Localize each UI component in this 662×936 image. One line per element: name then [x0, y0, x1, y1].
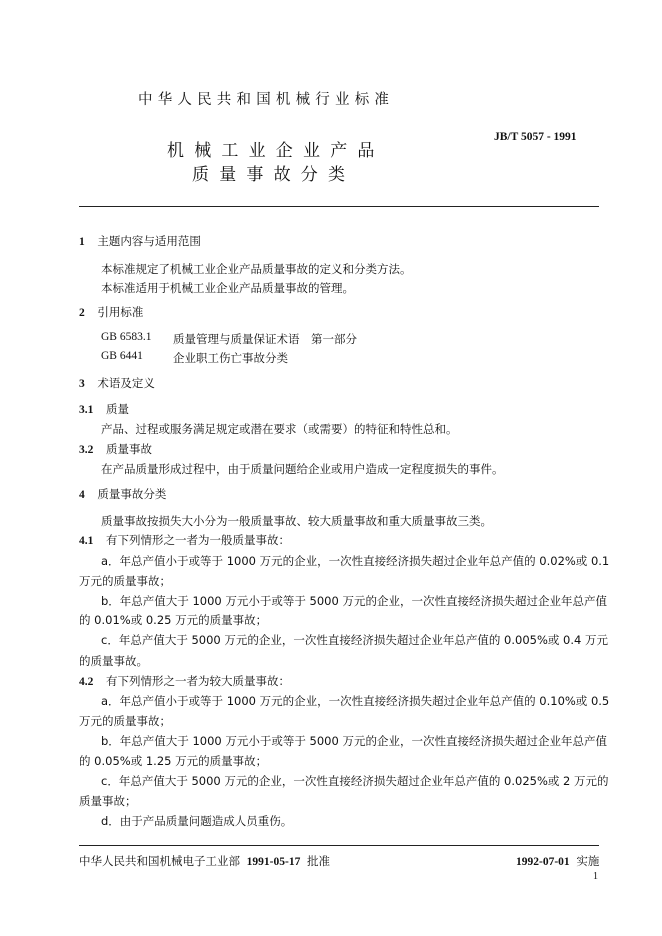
- list-item-continuation: 万元的质量事故；: [79, 714, 171, 728]
- list-item: c．年总产值大于 5000 万元的企业，一次性直接经济损失超过企业年总产值的 0.025%或 2 万元的: [101, 774, 609, 788]
- term-definition: 产品、过程或服务满足规定或潜在要求（或需要）的特征和特性总和。: [101, 422, 458, 436]
- list-item: b．年总产值大于 1000 万元小于或等于 5000 万元的企业，一次性直接经济损失超过企业年总产值: [101, 734, 607, 748]
- term-3-1-heading: [79, 401, 129, 417]
- reference-code: GB 6441: [101, 350, 143, 362]
- reference-name: 质量管理与质量保证术语 第一部分: [173, 332, 357, 346]
- term-definition: 在产品质量形成过程中，由于质量问题给企业或用户造成一定程度损失的事件。: [101, 462, 504, 476]
- section-number: 4: [79, 489, 85, 501]
- section-number: 3: [79, 378, 85, 390]
- section-title: 引用标准: [97, 305, 144, 319]
- section-title: 术语及定义: [97, 376, 155, 390]
- clause-4-1-heading: [79, 532, 290, 548]
- list-item: c．年总产值大于 5000 万元的企业，一次性直接经济损失超过企业年总产值的 0.005%或 0.4 万元: [101, 633, 609, 647]
- document-title-line-2: 质量事故分类: [192, 165, 356, 185]
- clause-title: 有下列情形之一者为一般质量事故：: [106, 533, 291, 547]
- section-3-heading: [79, 375, 155, 391]
- section-2-heading: [79, 304, 143, 320]
- clause-4-2-heading: [79, 673, 290, 689]
- approval-date: 1991-05-17: [246, 856, 301, 868]
- list-item-continuation: 的 0.05%或 1.25 万元的质量事故；: [79, 754, 268, 768]
- section-number: 1: [79, 236, 85, 248]
- implementation-line: [516, 853, 599, 869]
- paragraph: 本标准适用于机械工业企业产品质量事故的管理。: [101, 281, 354, 295]
- section-1-heading: [79, 233, 201, 249]
- footer-divider: [79, 845, 599, 846]
- document-title-line-1: 机械工业企业产品: [167, 141, 385, 161]
- list-item: a．年总产值小于或等于 1000 万元的企业，一次性直接经济损失超过企业年总产值的 0.10%或 0.5: [101, 694, 610, 708]
- list-item: d．由于产品质量问题造成人员重伤。: [101, 814, 293, 828]
- ministry-name: 中华人民共和国机械电子工业部: [79, 854, 240, 868]
- section-number: 2: [79, 307, 85, 319]
- term-number: 3.2: [79, 444, 94, 456]
- header-divider: [79, 206, 599, 207]
- term-3-2-heading: [79, 441, 152, 457]
- implementation-date: 1992-07-01: [516, 856, 570, 868]
- reference-code: GB 6583.1: [101, 331, 152, 343]
- list-item-continuation: 万元的质量事故；: [79, 574, 171, 588]
- list-item-continuation: 的质量事故。: [79, 654, 148, 668]
- list-item-continuation: 的 0.01%或 0.25 万元的质量事故；: [79, 613, 268, 627]
- list-item-continuation: 质量事故；: [79, 794, 137, 808]
- implementation-label: 实施: [576, 854, 600, 868]
- section-title: 质量事故分类: [97, 487, 167, 501]
- term-title: 质量事故: [106, 442, 153, 456]
- term-number: 3.1: [79, 404, 94, 416]
- clause-title: 有下列情形之一者为较大质量事故：: [106, 674, 291, 688]
- section-title: 主题内容与适用范围: [97, 234, 201, 248]
- clause-number: 4.1: [79, 535, 94, 547]
- clause-number: 4.2: [79, 676, 94, 688]
- paragraph: 质量事故按损失大小分为一般质量事故、较大质量事故和重大质量事故三类。: [101, 514, 492, 528]
- approval-label: 批准: [306, 854, 330, 868]
- page-number: 1: [593, 871, 598, 882]
- paragraph: 本标准规定了机械工业企业产品质量事故的定义和分类方法。: [101, 262, 412, 276]
- list-item: a．年总产值小于或等于 1000 万元的企业，一次性直接经济损失超过企业年总产值的 0.02%或 0.1: [101, 554, 610, 568]
- approval-line: [79, 853, 330, 869]
- reference-name: 企业职工伤亡事故分类: [173, 351, 288, 365]
- industry-standard-label: 中华人民共和国机械行业标准: [138, 92, 395, 108]
- standard-number: JB/T 5057 - 1991: [494, 131, 577, 143]
- list-item: b．年总产值大于 1000 万元小于或等于 5000 万元的企业，一次性直接经济损失超过企业年总产值: [101, 594, 607, 608]
- section-4-heading: [79, 486, 166, 502]
- term-title: 质量: [106, 402, 130, 416]
